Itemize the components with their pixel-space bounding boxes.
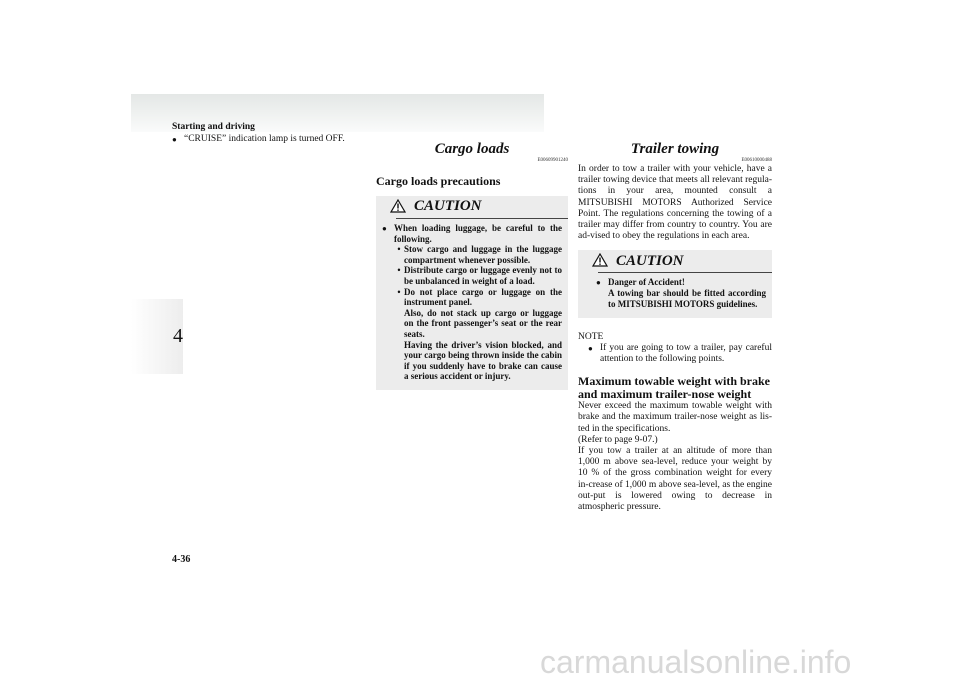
bullet-icon: ● bbox=[588, 343, 593, 353]
towable-para-1: Never exceed the maximum towable weight with brake and the maximum trailer-nose weight as lis-ted in the specifications. bbox=[578, 401, 772, 434]
trailer-intro: In order to tow a trailer with your vehicle, have a trailer towing device that meets all relevant regula-tions in your area, mounted consult a MITSUBISHI MOTORS Authorized Service Point. The regulations concerning the towing of a trailer may differ from country to country. You are ad-vised to obey the regulations in each area. bbox=[578, 164, 772, 242]
cargo-caution-box bbox=[376, 196, 568, 390]
caution-subitem: • Stow cargo and luggage in the luggage compartment whenever possible. bbox=[394, 244, 562, 265]
caution-line-1: ● Danger of Accident! bbox=[596, 277, 685, 288]
caution-extra-1: Also, do not stack up cargo or luggage on the front passenger’s seat or the rear seats. bbox=[404, 307, 562, 339]
caution-label: CAUTION bbox=[414, 198, 482, 215]
header-section-title: Starting and driving bbox=[172, 122, 255, 132]
trailer-towing-code: E00610000488 bbox=[741, 158, 772, 163]
right-column bbox=[578, 140, 772, 513]
left-column bbox=[172, 134, 367, 145]
bullet-icon: ● bbox=[172, 135, 177, 144]
bullet-item bbox=[172, 134, 367, 145]
caution-subitem: • Distribute cargo or luggage evenly not to be unbalanced in weight of a load. bbox=[394, 265, 562, 286]
dot-icon: • bbox=[397, 244, 401, 255]
dot-icon: • bbox=[397, 286, 401, 297]
middle-column bbox=[376, 140, 568, 390]
chapter-number: 4 bbox=[173, 325, 183, 347]
caution-line-2: A towing bar should be fitted according to MITSUBISHI MOTORS guidelines. bbox=[608, 288, 766, 310]
caution-header bbox=[396, 196, 568, 219]
note-item: ● If you are going to tow a trailer, pay careful attention to the following points. bbox=[588, 342, 772, 365]
note-label: NOTE bbox=[578, 331, 604, 342]
caution-label: CAUTION bbox=[616, 252, 684, 269]
towable-para-2: (Refer to page 9-07.) bbox=[578, 434, 658, 445]
warning-triangle-icon bbox=[390, 199, 406, 213]
caution-intro: ● When loading luggage, be careful to the following. bbox=[382, 223, 562, 244]
towable-weight-heading: Maximum towable weight with brake and maximum trailer-nose weight bbox=[578, 374, 770, 402]
bullet-text: “CRUISE” indication lamp is turned OFF. bbox=[184, 134, 345, 144]
bullet-icon: ● bbox=[382, 224, 387, 233]
cargo-precautions-heading: Cargo loads precautions bbox=[376, 174, 501, 188]
towable-para-3: If you tow a trailer at an altitude of more than 1,000 m above sea-level, reduce your weight by 10 % of the gross combination weight for every in-crease of 1,000 m above sea-level, as the engine out-put is lowered owing to decrease in atmospheric pressure. bbox=[578, 446, 772, 513]
caution-header bbox=[598, 250, 772, 273]
caution-subitem: • Do not place cargo or luggage on the instrument panel. bbox=[394, 287, 562, 308]
watermark: carmanualsonline.info bbox=[540, 644, 852, 680]
page-number: 4-36 bbox=[172, 554, 191, 565]
dot-icon: • bbox=[397, 265, 401, 276]
warning-triangle-icon bbox=[592, 253, 608, 267]
cargo-loads-code: E00609901240 bbox=[537, 158, 568, 163]
trailer-towing-title: Trailer towing bbox=[630, 141, 720, 157]
cargo-loads-title: Cargo loads bbox=[434, 141, 510, 157]
bullet-icon: ● bbox=[596, 278, 601, 288]
trailer-caution-box bbox=[578, 250, 772, 317]
caution-extra-2: Having the driver’s vision blocked, and your cargo being thrown inside the cabin if you suddenly have to brake can cause a serious accident or injury. bbox=[404, 339, 562, 382]
